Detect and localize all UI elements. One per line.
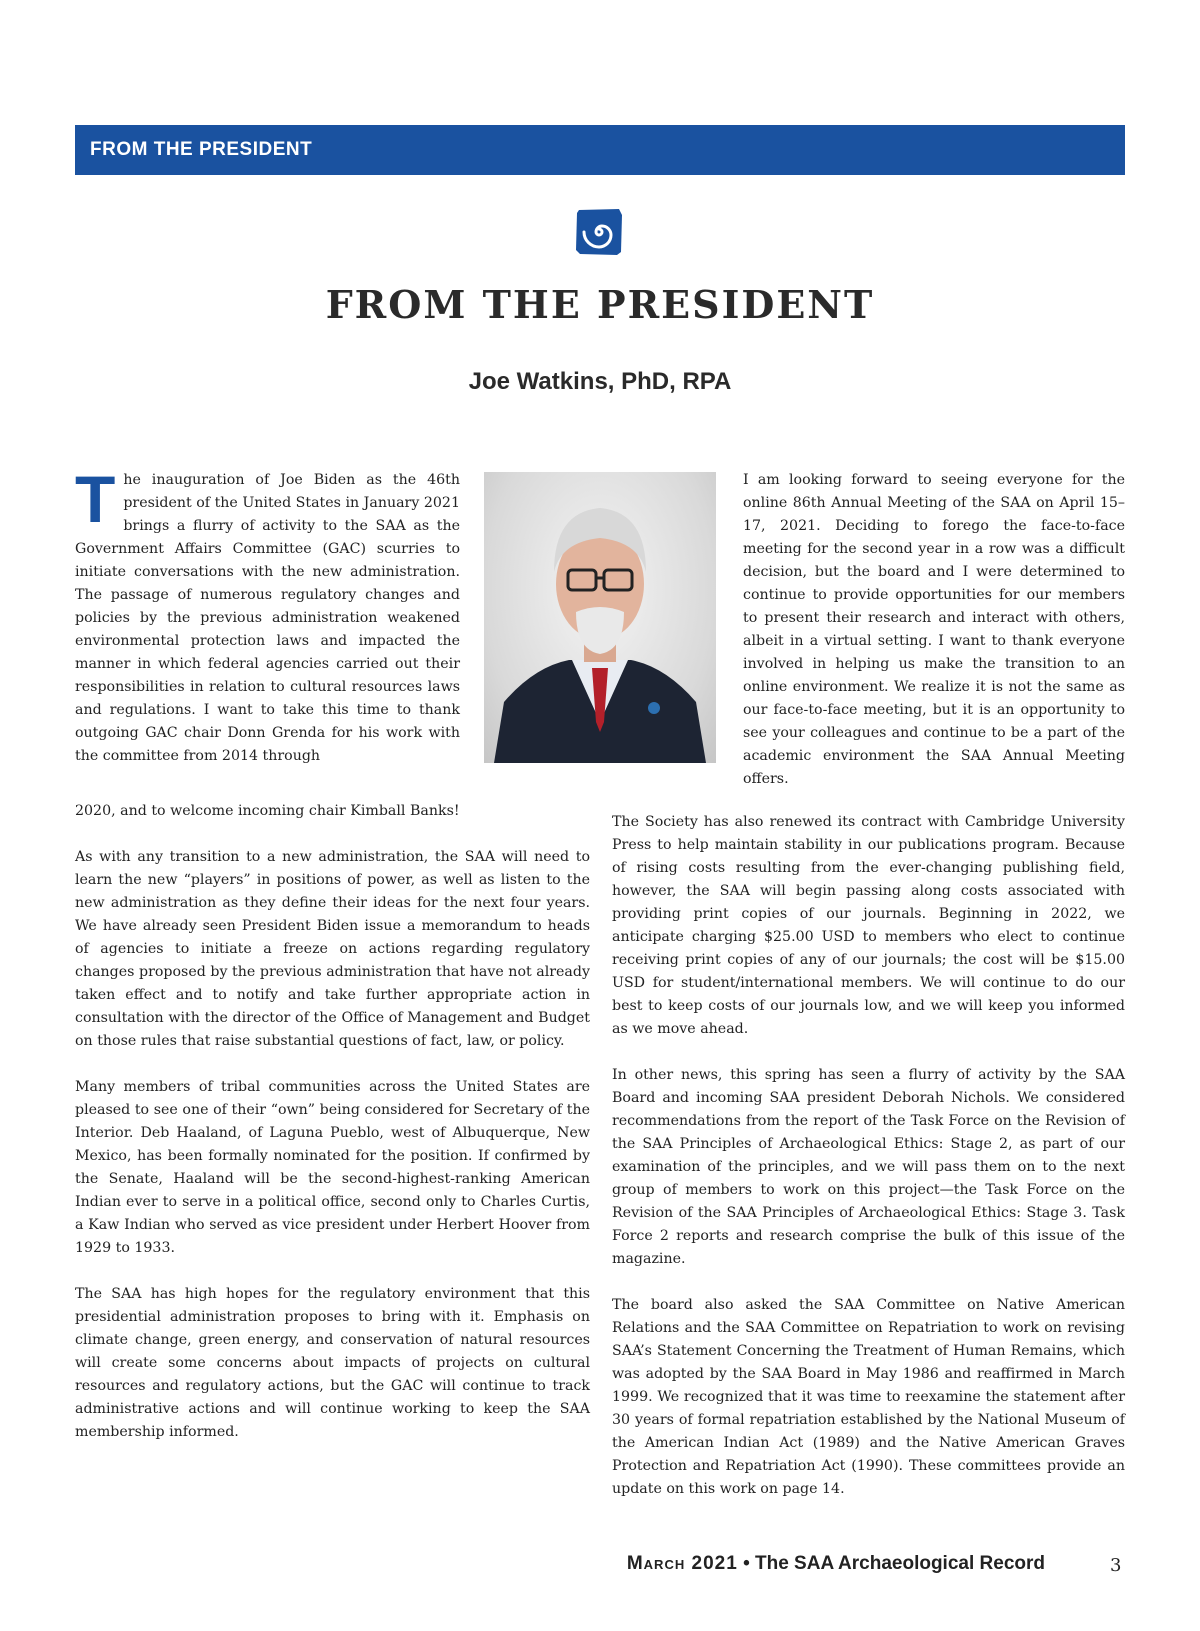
paragraph-transition: As with any transition to a new administration, the SAA will need to learn the new “players” in positions of power, as well as listen to the new administration as they define their ideas for the next four years. We have already seen President Biden issue a memorandum to heads of agencies to initiate a freeze on actions regarding regulatory changes proposed by the previous administration that have not already taken effect and to notify and take further appropriate action in consultation with the director of the Office of Management and Budget on those rules that raise substantial questions of fact, law, or policy. bbox=[75, 849, 590, 1049]
page-footer bbox=[627, 1553, 1045, 1575]
paragraph-intro-text: he inauguration of Joe Biden as the 46th president of the United States in January 2021 brings a flurry of activity to the SAA as the Government Affairs Committee (GAC) scurries to initiate conversations with the new administration. The passage of numerous regulatory changes and policies by the previous administration weakened environmental protection laws and impacted the manner in which federal agencies carried out their responsibilities in relation to cultural resources laws and regulations. I want to take this time to thank outgoing GAC chair Donn Grenda for his work with the committee from 2014 through bbox=[75, 472, 460, 764]
column-left-top bbox=[75, 462, 460, 791]
footer-separator: • bbox=[743, 1553, 750, 1574]
column-left-continuation bbox=[75, 800, 590, 846]
paragraph-annual-meeting: I am looking forward to seeing everyone for the online 86th Annual Meeting of the SAA on April 15–17, 2021. Deciding to forego the face-to-face meeting for the second year in a row was a difficult decision, but the board and I were determined to continue to provide opportunities for our members to present their research and interact with others, albeit in a virtual setting. I want to thank everyone involved in helping us make the transition to an online environment. We realize it is not the same as our face-to-face meeting, but it is an opportunity to see your colleagues and continue to be a part of the academic environment the SAA Annual Meeting offers. bbox=[743, 472, 1125, 787]
paragraph-cambridge: The Society has also renewed its contract with Cambridge University Press to help maintain stability in our publications program. Because of rising costs resulting from the ever-changing publishing field, however, the SAA will begin passing along costs associated with providing print copies of our journals. Beginning in 2022, we anticipate charging $25.00 USD to members who elect to continue receiving print copies of any of our journals; the cost will be $15.00 USD for student/international members. We will continue to do our best to keep costs of our journals low, and we will keep you informed as we move ahead. bbox=[612, 814, 1125, 1037]
footer-publication: The SAA Archaeological Record bbox=[755, 1553, 1045, 1574]
footer-month: March 2021 bbox=[626, 1553, 738, 1574]
article-author: Joe Watkins, PhD, RPA bbox=[468, 368, 732, 395]
paragraph-tribal: Many members of tribal communities across the United States are pleased to see one of their “own” being considered for Secretary of the Interior. Deb Haaland, of Laguna Pueblo, west of Albuquerque, New Mexico, has been formally nominated for the position. If confirmed by the Senate, Haaland will be the second-highest-ranking American Indian ever to serve in a political office, second only to Charles Curtis, a Kaw Indian who served as vice president under Herbert Hoover from 1929 to 1933. bbox=[75, 1079, 590, 1256]
paragraph-ethics: In other news, this spring has seen a flurry of activity by the SAA Board and incoming SAA president Deborah Nichols. We considered recommendations from the report of the Task Force on the Revision of the SAA Principles of Archaeological Ethics: Stage 2, as part of our examination of the principles, and we will pass them on to the next group of members to work on this project—the Task Force on the Revision of the SAA Principles of Archaeological Ethics: Stage 3. Task Force 2 reports and research comprise the bulk of this issue of the magazine. bbox=[612, 1067, 1125, 1267]
drop-cap: T bbox=[75, 462, 116, 536]
author-photo bbox=[484, 472, 716, 763]
paragraph-intro bbox=[75, 462, 460, 768]
column-right-top bbox=[743, 469, 1125, 814]
page-number: 3 bbox=[1110, 1555, 1122, 1576]
column-right bbox=[612, 811, 1125, 1524]
section-banner bbox=[75, 125, 1125, 175]
section-banner-label: FROM THE PRESIDENT bbox=[90, 139, 313, 160]
article-title: FROM THE PRESIDENT bbox=[325, 282, 875, 327]
paragraph-repatriation: The board also asked the SAA Committee on Native American Relations and the SAA Committee on Repatriation to work on revising SAA’s Statement Concerning the Treatment of Human Remains, which was adopted by the SAA Board in May 1986 and reaffirmed in March 1999. We recognized that it was time to reexamine the statement after 30 years of formal repatriation established by the National Museum of the American Indian Act (1989) and the Native American Graves Protection and Repatriation Act (1990). These committees provide an update on this work on page 14. bbox=[612, 1297, 1125, 1497]
spiral-logo-icon bbox=[574, 207, 624, 257]
paragraph-intro-end: 2020, and to welcome incoming chair Kimball Banks! bbox=[75, 803, 460, 819]
paragraph-regulatory: The SAA has high hopes for the regulatory environment that this presidential administration proposes to bring with it. Emphasis on climate change, green energy, and conservation of natural resources will create some concerns about impacts of projects on cultural resources and regulatory actions, but the GAC will continue to track administrative actions and will continue working to keep the SAA membership informed. bbox=[75, 1286, 590, 1440]
column-left bbox=[75, 846, 590, 1467]
